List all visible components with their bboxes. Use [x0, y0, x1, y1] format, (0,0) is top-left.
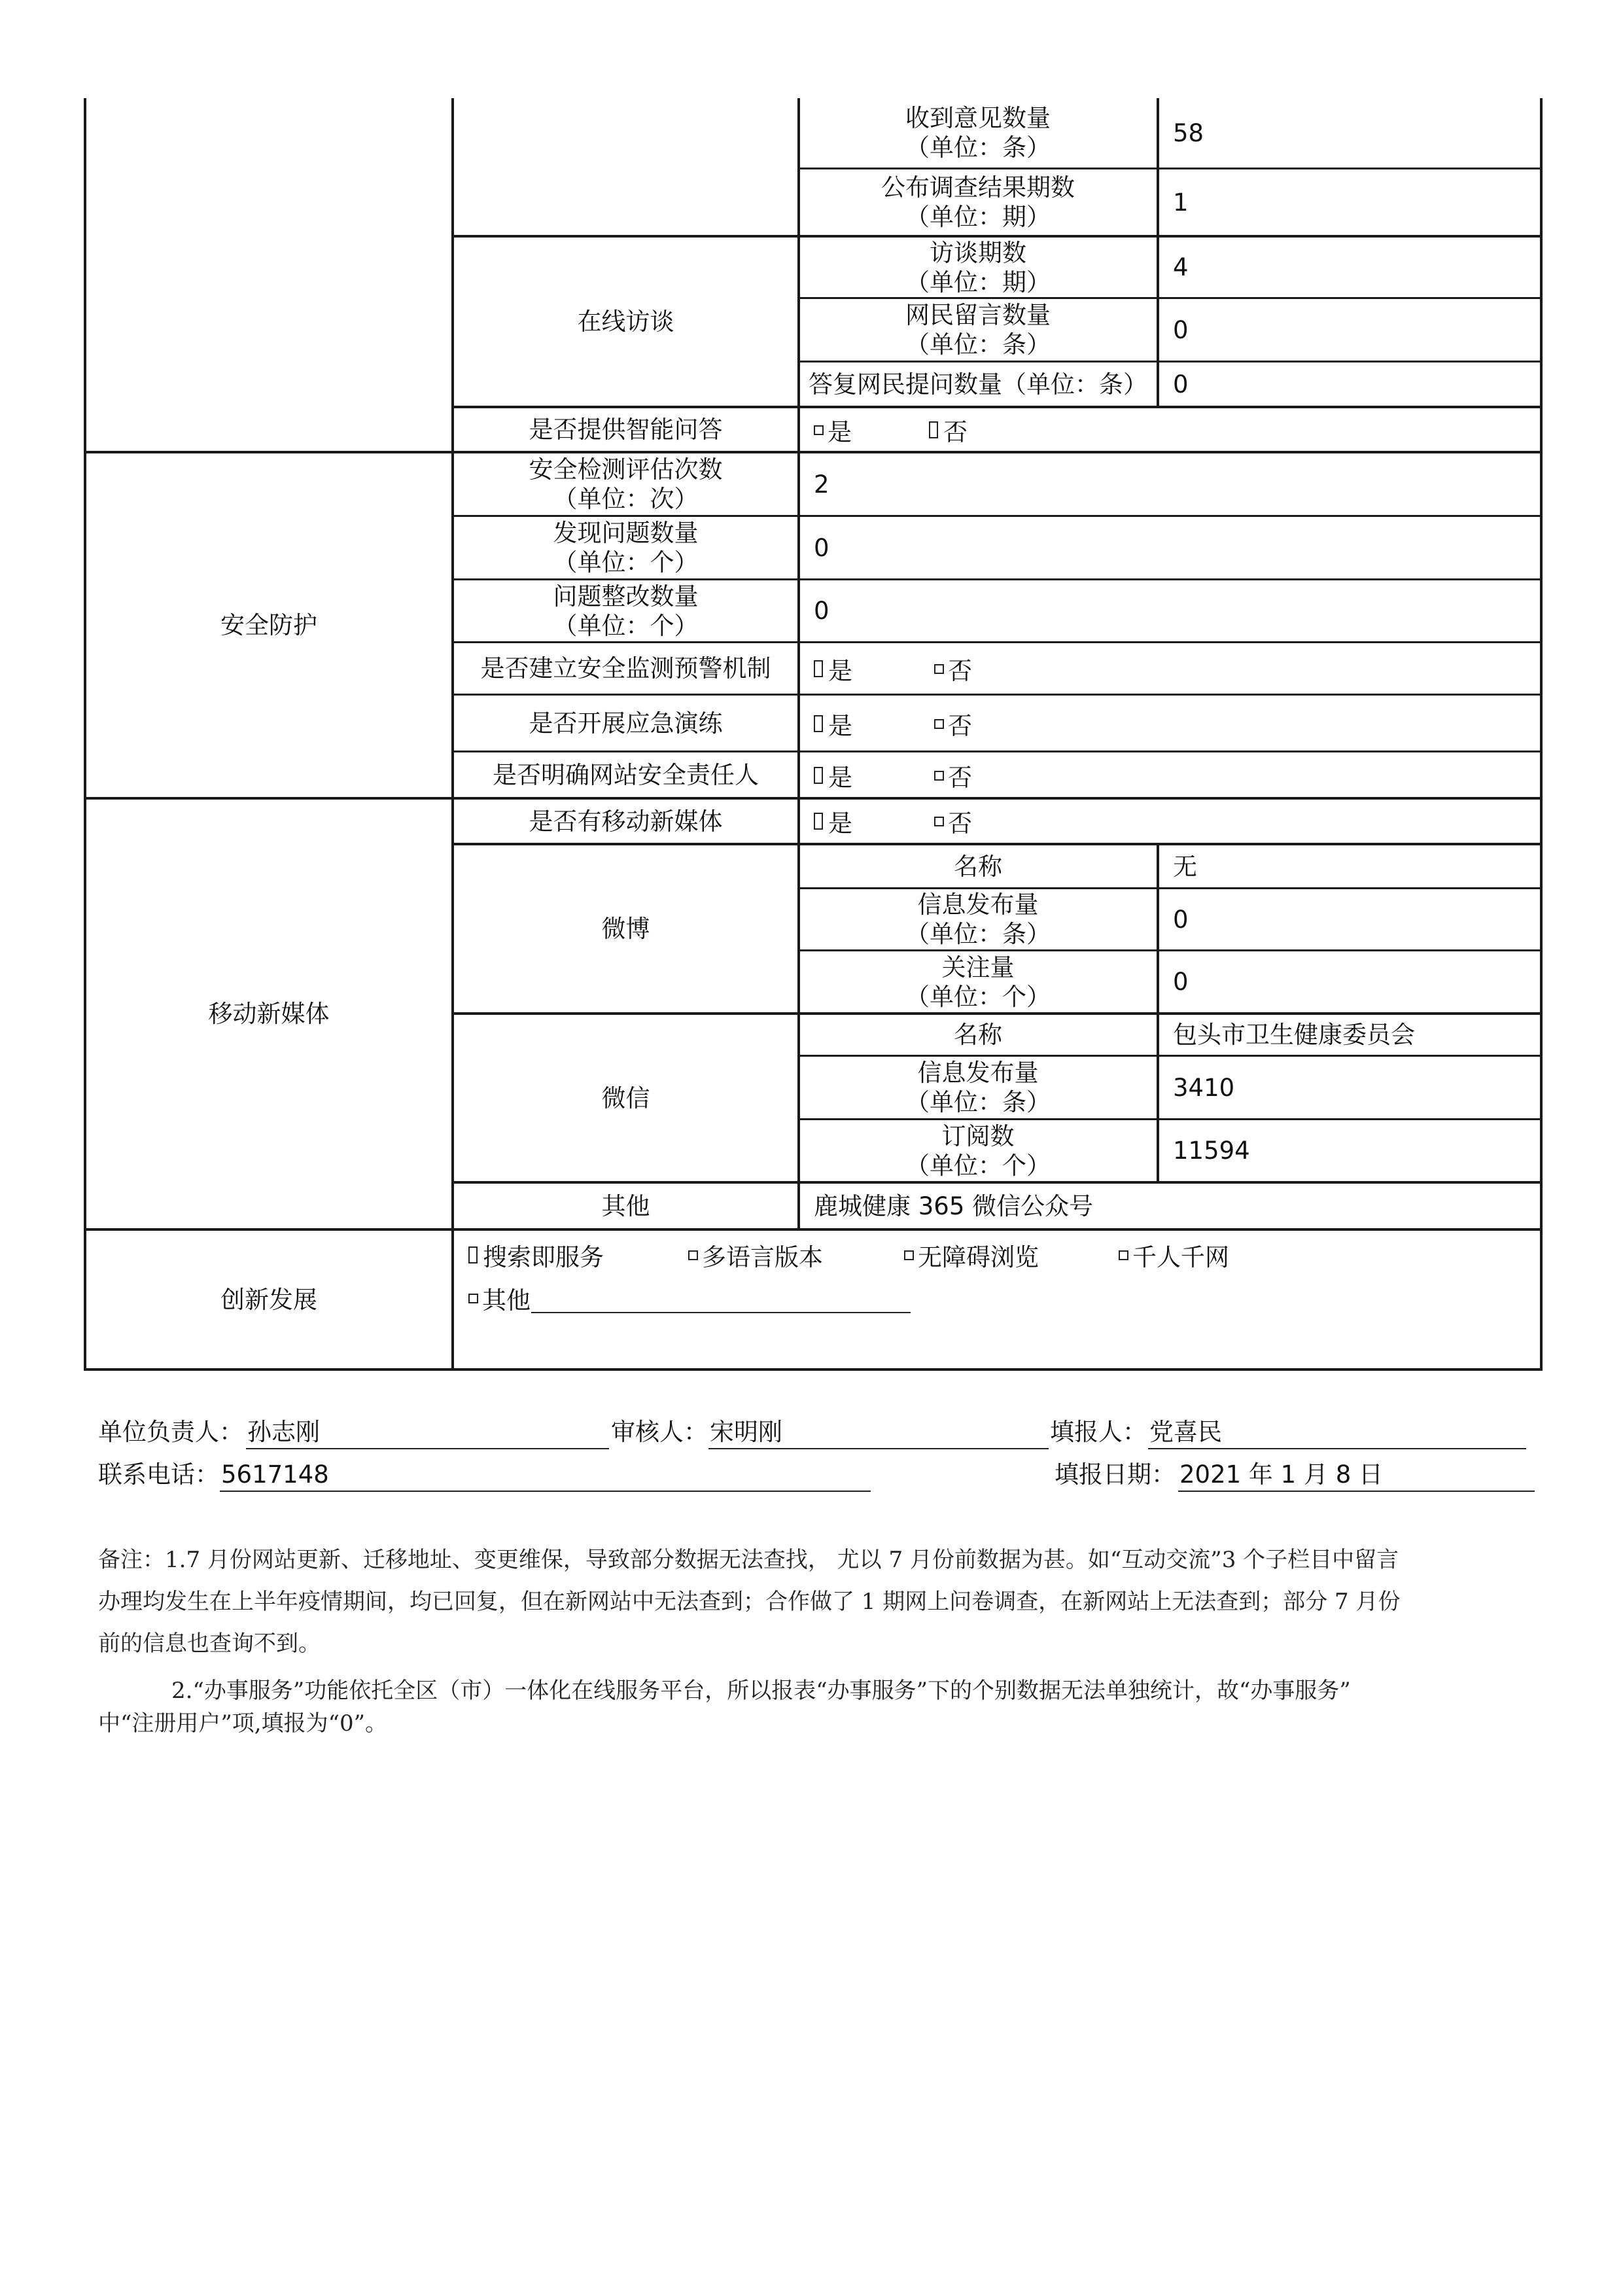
option-text: 否 — [948, 712, 972, 740]
reviewer-underline — [708, 1448, 1049, 1449]
fill-date-underline — [1178, 1491, 1535, 1492]
note-line-1: 备注：1.7 月份网站更新、迁移地址、变更维保，导致部分数据无法查找， 尤以 7 月份前数据为甚。如“互动交流”3 个子栏目中留言 — [98, 1547, 1399, 1573]
note-line-2: 办理均发生在上半年疫情期间，均已回复，但在新网站中无法查到；合作做了 1 期网上问卷调查，在新网站上无法查到；部分 7 月份 — [98, 1589, 1401, 1615]
innovation-section-label: 创新发展 — [220, 1285, 317, 1314]
responsible-yes-option[interactable] — [814, 756, 852, 795]
monitor-mechanism-label: 是否建立安全监测预警机制 — [480, 654, 771, 682]
note-line-4: 2.“办事服务”功能依托全区（市）一体化在线服务平台，所以报表“办事服务”下的个别数据无法单独统计，故“办事服务” — [171, 1678, 1351, 1704]
label-text: 安全检测评估次数 — [529, 455, 723, 484]
option-text: 多语言版本 — [702, 1243, 823, 1271]
phone-label: 联系电话： — [98, 1460, 219, 1489]
weibo-name-label: 名称 — [954, 852, 1002, 881]
netizen-message-label — [799, 299, 1157, 361]
reply-count-label: 答复网民提问数量（单位：条） — [809, 370, 1147, 398]
checkbox-checked-icon[interactable] — [814, 767, 823, 784]
unit-head-label: 单位负责人： — [98, 1418, 243, 1446]
weibo-info-pub-value: 0 — [1173, 905, 1189, 934]
emergency-drill-label: 是否开展应急演练 — [529, 709, 723, 737]
monitor-yes-option[interactable] — [814, 649, 852, 688]
option-text: 搜索即服务 — [483, 1243, 604, 1271]
checkbox-empty-icon[interactable] — [814, 425, 824, 435]
drill-no-option[interactable] — [934, 704, 972, 743]
unit-text: （单位：个） — [905, 982, 1051, 1011]
weibo-info-pub-label — [799, 889, 1157, 949]
interview-count-label — [799, 238, 1157, 297]
note-line-5: 中“注册用户”项,填报为“0”。 — [98, 1710, 387, 1737]
label-text: 发现问题数量 — [553, 519, 699, 547]
option-text: 千人千网 — [1132, 1243, 1229, 1271]
smart-qa-label: 是否提供智能问答 — [529, 415, 723, 444]
weibo-label: 微博 — [601, 915, 650, 943]
issues-found-label — [454, 517, 797, 578]
drill-yes-option[interactable] — [814, 704, 852, 743]
option-text: 否 — [948, 657, 972, 685]
weibo-follow-value: 0 — [1173, 968, 1189, 996]
reviewer-value: 宋明刚 — [710, 1418, 782, 1446]
unit-text: （单位：期） — [905, 203, 1051, 231]
monitor-no-option[interactable] — [934, 649, 972, 688]
media-yes-option[interactable] — [814, 802, 852, 841]
wechat-info-pub-value: 3410 — [1173, 1073, 1235, 1102]
option-text: 否 — [943, 418, 968, 446]
label-text: 访谈期数 — [930, 238, 1026, 267]
checkbox-empty-icon[interactable] — [934, 771, 944, 781]
weibo-follow-label — [799, 951, 1157, 1012]
security-section-label: 安全防护 — [220, 611, 317, 639]
wechat-label: 微信 — [601, 1084, 650, 1112]
note-line-3: 前的信息也查询不到。 — [98, 1631, 321, 1657]
checkbox-checked-icon[interactable] — [814, 715, 823, 732]
option-text: 是 — [828, 657, 852, 685]
other-media-label: 其他 — [601, 1192, 650, 1220]
wechat-info-pub-label — [799, 1057, 1157, 1118]
checkbox-checked-icon[interactable] — [929, 421, 938, 438]
media-no-option[interactable] — [934, 802, 972, 841]
label-text: 订阅数 — [941, 1122, 1015, 1150]
wechat-name-label: 名称 — [954, 1021, 1002, 1049]
option-text: 是 — [828, 712, 852, 740]
security-responsible-label: 是否明确网站安全责任人 — [493, 760, 759, 789]
issues-found-value: 0 — [814, 533, 829, 562]
survey-results-value: 1 — [1173, 188, 1189, 217]
innov-other-blank-line[interactable] — [531, 1312, 911, 1313]
comments-received-value: 58 — [1173, 118, 1204, 147]
checkbox-checked-icon[interactable] — [814, 660, 823, 677]
reviewer-label: 审核人： — [611, 1418, 708, 1446]
unit-text: （单位：个） — [905, 1151, 1051, 1180]
option-text: 是 — [828, 764, 852, 792]
has-mobile-media-label: 是否有移动新媒体 — [529, 807, 723, 836]
option-text: 其他 — [482, 1286, 531, 1315]
survey-results-label — [799, 169, 1157, 235]
security-eval-label — [454, 453, 797, 515]
option-text: 否 — [948, 809, 972, 838]
wechat-subscribe-value: 11594 — [1173, 1137, 1250, 1165]
filler-value: 党喜民 — [1149, 1418, 1222, 1446]
checkbox-empty-icon[interactable] — [934, 719, 944, 729]
responsible-no-option[interactable] — [934, 756, 972, 795]
checkbox-empty-icon[interactable] — [934, 817, 944, 826]
unit-text: （单位：条） — [905, 920, 1051, 948]
mobile-media-section-label: 移动新媒体 — [208, 1000, 330, 1028]
label-text: 关注量 — [941, 953, 1015, 981]
fill-date-value: 2021 年 1 月 8 日 — [1179, 1460, 1384, 1489]
option-text: 是 — [828, 418, 852, 446]
label-text: 问题整改数量 — [553, 582, 699, 610]
weibo-name-value: 无 — [1173, 852, 1197, 881]
option-text: 是 — [828, 809, 852, 838]
label-text: 收到意见数量 — [905, 104, 1051, 132]
option-text: 无障碍浏览 — [918, 1243, 1039, 1271]
label-text: 信息发布量 — [917, 1059, 1039, 1087]
wechat-name-value: 包头市卫生健康委员会 — [1173, 1021, 1415, 1049]
unit-text: （单位：次） — [553, 485, 699, 513]
security-eval-value: 2 — [814, 470, 829, 499]
unit-text: （单位：个） — [553, 611, 699, 640]
reply-count-value: 0 — [1173, 370, 1189, 398]
comments-received-label — [799, 98, 1157, 168]
other-media-value: 鹿城健康 365 微信公众号 — [814, 1192, 1094, 1220]
unit-text: （单位：期） — [905, 268, 1051, 296]
option-text: 否 — [948, 764, 972, 792]
filler-underline — [1148, 1448, 1526, 1449]
checkbox-empty-icon[interactable] — [1119, 1250, 1128, 1260]
phone-underline — [220, 1491, 871, 1492]
issues-fixed-value: 0 — [814, 597, 829, 625]
label-text: 信息发布量 — [917, 891, 1039, 919]
unit-head-underline — [246, 1448, 609, 1449]
checkbox-empty-icon[interactable] — [688, 1250, 698, 1260]
unit-text: （单位：条） — [905, 1088, 1051, 1116]
smart-qa-no-option[interactable] — [929, 410, 968, 450]
smart-qa-yes-option[interactable] — [814, 410, 852, 450]
netizen-message-value: 0 — [1173, 315, 1189, 344]
unit-text: （单位：条） — [905, 330, 1051, 359]
fill-date-label: 填报日期： — [1055, 1460, 1176, 1489]
innov-other-option[interactable] — [468, 1279, 531, 1318]
phone-value: 5617148 — [221, 1460, 329, 1489]
innov-multilang-option[interactable] — [688, 1235, 823, 1275]
checkbox-empty-icon[interactable] — [904, 1250, 914, 1260]
label-text: 网民留言数量 — [905, 301, 1051, 329]
innov-accessibility-option[interactable] — [904, 1235, 1039, 1275]
interview-count-value: 4 — [1173, 253, 1189, 281]
unit-text: （单位：条） — [905, 133, 1051, 162]
online-interview-label: 在线访谈 — [577, 308, 674, 336]
filler-label: 填报人： — [1050, 1418, 1147, 1446]
checkbox-checked-icon[interactable] — [468, 1246, 478, 1263]
checkbox-empty-icon[interactable] — [468, 1294, 478, 1303]
innov-qianren-option[interactable] — [1119, 1235, 1229, 1275]
unit-head-value: 孙志刚 — [247, 1418, 320, 1446]
issues-fixed-label — [454, 580, 797, 641]
innov-search-option[interactable] — [468, 1235, 604, 1275]
wechat-subscribe-label — [799, 1120, 1157, 1181]
checkbox-empty-icon[interactable] — [934, 664, 944, 674]
checkbox-checked-icon[interactable] — [814, 813, 823, 830]
label-text: 公布调查结果期数 — [881, 173, 1075, 202]
unit-text: （单位：个） — [553, 548, 699, 576]
